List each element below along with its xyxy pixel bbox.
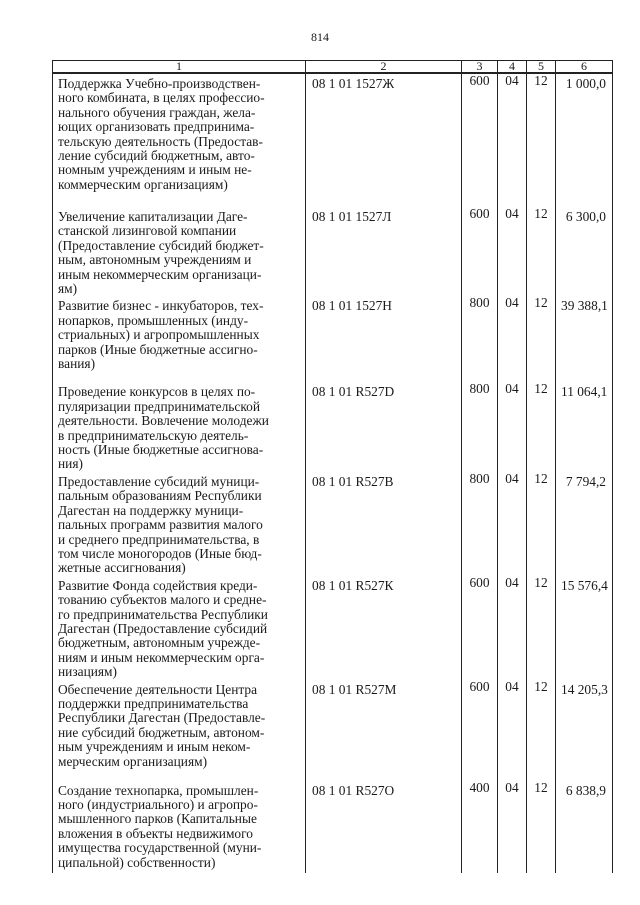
row-column-3: 600 — [462, 576, 498, 680]
row-name-line: тованию субъектов малого и средне- — [58, 592, 267, 608]
row-name-line: ния) — [58, 456, 83, 472]
row-column-5: 12 — [527, 781, 556, 873]
table-row — [53, 576, 613, 680]
row-name-line: вания) — [58, 356, 96, 372]
header-cell: 6 — [556, 61, 613, 74]
row-amount: 1 000,0 — [556, 73, 613, 207]
row-name-line: Проведение конкурсов в целях по- — [58, 384, 256, 400]
row-name-line: Развитие Фонда содействия креди- — [58, 577, 258, 593]
row-name-line: парков (Иные бюджетные ассигно- — [58, 341, 258, 357]
row-name-line: ность (Иные бюджетные ассигнова- — [58, 442, 264, 458]
row-column-4: 04 — [498, 781, 527, 873]
row-code: 08 1 01 R527D — [306, 382, 462, 471]
row-name-line: ным учреждениям и иным неком- — [58, 739, 251, 755]
row-name-line: деятельности. Вовлечение молодежи — [58, 413, 269, 429]
row-name-line: мышленного парков (Капитальные — [58, 811, 257, 827]
row-amount: 6 838,9 — [556, 781, 613, 873]
row-name-line: Республики Дагестан (Предоставле- — [58, 710, 266, 726]
header-cell: 4 — [498, 61, 527, 74]
row-amount: 14 205,3 — [556, 680, 613, 781]
row-name — [53, 781, 306, 873]
row-name-line: (Предоставление субсидий бюджет- — [58, 237, 264, 253]
row-column-4: 04 — [498, 576, 527, 680]
table-row — [53, 680, 613, 781]
row-column-5: 12 — [527, 576, 556, 680]
row-column-4: 04 — [498, 73, 527, 207]
table-row — [53, 781, 613, 873]
row-name — [53, 382, 306, 471]
row-name-line: ющих организовать предпринима- — [58, 119, 255, 135]
row-column-3: 800 — [462, 296, 498, 382]
header-row — [53, 61, 613, 74]
row-name-line: иным некоммерческим организаци- — [58, 266, 262, 282]
row-name-line: нопарков, промышленных (инду- — [58, 312, 249, 328]
row-name-line: жетные ассигнования) — [58, 560, 186, 576]
row-name-line: пальных программ развития малого — [58, 517, 263, 533]
row-column-5: 12 — [527, 296, 556, 382]
row-column-5: 12 — [527, 207, 556, 296]
row-name-line: Обеспечение деятельности Центра — [58, 681, 258, 697]
row-name-line: нального обучения граждан, жела- — [58, 104, 256, 120]
row-name-line: го предпринимательства Республики — [58, 606, 268, 622]
row-amount: 7 794,2 — [556, 472, 613, 576]
row-name-line: ниям и иным некоммерческим орга- — [58, 649, 265, 665]
row-name-line: Поддержка Учебно-производствен- — [58, 76, 261, 91]
row-name-line: Увеличение капитализации Даге- — [58, 209, 248, 224]
row-name-line: стриальных) и агропромышленных — [58, 327, 260, 343]
row-name-line: Создание технопарка, промышлен- — [58, 782, 259, 798]
row-name-line: ципальной) собственности) — [58, 854, 216, 870]
table-row — [53, 73, 613, 207]
row-name-line: ление субсидий бюджетным, авто- — [58, 148, 255, 164]
row-name-line: ям) — [58, 281, 78, 297]
row-name-line: Дагестан (Предоставление субсидий — [58, 620, 268, 636]
row-name-line: ного комбината, в целях профессио- — [58, 90, 265, 106]
header-cell: 5 — [527, 61, 556, 74]
table-row — [53, 472, 613, 576]
row-amount: 15 576,4 — [556, 576, 613, 680]
table-row — [53, 382, 613, 471]
row-code: 08 1 01 R527В — [306, 472, 462, 576]
header-cell: 1 — [53, 61, 306, 74]
row-name — [53, 472, 306, 576]
row-name-line: ного (индустриального) и агропро- — [58, 796, 258, 812]
row-column-3: 800 — [462, 382, 498, 471]
row-amount: 11 064,1 — [556, 382, 613, 471]
row-code: 08 1 01 1527Н — [306, 296, 462, 382]
row-name-line: и среднего предпринимательства, в — [58, 531, 260, 547]
row-name-line: ние субсидий бюджетным, автоном- — [58, 724, 265, 740]
row-name-line: пуляризации предпринимательской — [58, 398, 261, 414]
row-column-5: 12 — [527, 382, 556, 471]
row-code: 08 1 01 1527Л — [306, 207, 462, 296]
row-column-5: 12 — [527, 680, 556, 781]
row-name-line: Дагестан на поддержку муници- — [58, 502, 244, 518]
budget-table — [52, 60, 613, 873]
row-name — [53, 207, 306, 296]
row-name-line: низациям) — [58, 664, 117, 680]
row-code: 08 1 01 R527К — [306, 576, 462, 680]
row-name — [53, 680, 306, 781]
row-column-3: 400 — [462, 781, 498, 873]
row-name-line: тельскую деятельность (Предостав- — [58, 133, 263, 149]
row-column-5: 12 — [527, 472, 556, 576]
row-amount: 39 388,1 — [556, 296, 613, 382]
row-column-3: 600 — [462, 73, 498, 207]
row-name-line: Предоставление субсидий муници- — [58, 473, 260, 489]
row-name — [53, 73, 306, 207]
row-amount: 6 300,0 — [556, 207, 613, 296]
row-code: 08 1 01 1527Ж — [306, 73, 462, 207]
row-name — [53, 576, 306, 680]
row-column-5: 12 — [527, 73, 556, 207]
row-name-line: поддержки предпринимательства — [58, 695, 249, 711]
row-column-4: 04 — [498, 296, 527, 382]
row-column-3: 600 — [462, 680, 498, 781]
row-name-line: Развитие бизнес - инкубаторов, тех- — [58, 298, 264, 314]
table-row — [53, 296, 613, 382]
row-column-4: 04 — [498, 382, 527, 471]
row-column-3: 800 — [462, 472, 498, 576]
row-name-line: вложения в объекты недвижимого — [58, 825, 253, 841]
row-name-line: том числе моногородов (Иные бюд- — [58, 545, 262, 561]
row-name-line: имущества государственной (муни- — [58, 840, 262, 856]
row-name-line: коммерческим организациям) — [58, 176, 228, 192]
row-column-4: 04 — [498, 472, 527, 576]
page-number: 814 — [311, 30, 329, 44]
row-column-4: 04 — [498, 207, 527, 296]
table-row — [53, 207, 613, 296]
row-name-line: в предпринимательскую деятель- — [58, 427, 249, 443]
row-name — [53, 296, 306, 382]
row-name-line: ным, автономным учреждениям и — [58, 252, 252, 268]
header-cell: 3 — [462, 61, 498, 74]
row-name-line: номным учреждениям и иным не- — [58, 162, 252, 178]
row-column-4: 04 — [498, 680, 527, 781]
row-name-line: бюджетным, автономным учрежде- — [58, 635, 261, 651]
row-name-line: пальным образованиям Республики — [58, 488, 262, 504]
row-code: 08 1 01 R527М — [306, 680, 462, 781]
row-column-3: 600 — [462, 207, 498, 296]
header-cell: 2 — [306, 61, 462, 74]
row-code: 08 1 01 R527О — [306, 781, 462, 873]
row-name-line: станской лизинговой компании — [58, 223, 237, 239]
row-name-line: мерческим организациям) — [58, 753, 208, 769]
